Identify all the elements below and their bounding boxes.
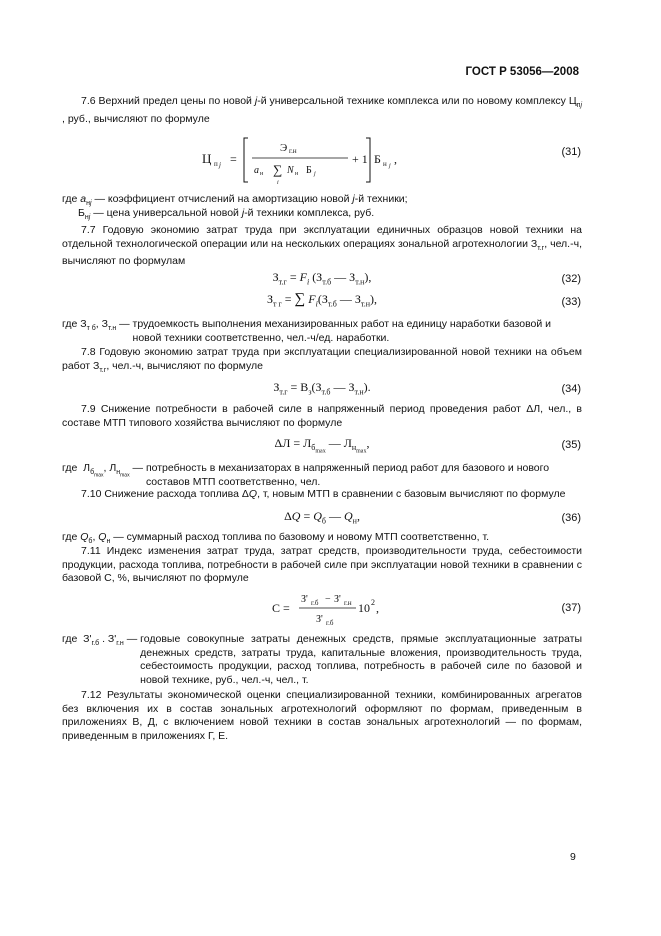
where-a-label: где $a_{нj}$ — коэффициент отчислений на амортизацию новой j-й техники; [62,193,408,208]
svg-text:N: N [287,165,294,176]
equation-number-36: (36) [561,512,581,524]
svg-text:З': З' [334,594,341,605]
paragraph-7-12: 7.12 Результаты экономической оценки специализированной техники, комбинированных агрегатов без включения их в состав зональных агротехнологий оформляют по формам, приведенным в приложениях В, Д, с включением новой техники в состав зональных агротехнологий — по формам, приведенным в приложениях Г, Е. [62,689,582,742]
svg-text:+ 1: + 1 [352,152,368,166]
paragraph-7-11: 7.11 Индекс изменения затрат труда, затрат средств, производительности труда, себестоимости продукции, расхода топлива, потребности в рабочей силе при эксплуатации новой техники в сравнении с базовой С, %, вычисляют по формуле [62,545,582,585]
formula-34: $З_{т.г} = В_з(З_{т.б}$ — $З_{т.н}$). [273,380,371,397]
formula-33: $З_{т г}$ = ∑ $F_i(З_{т.б}$ — $З_{т.н}$), [266,291,378,309]
svg-text:10: 10 [358,601,370,615]
svg-text:,: , [376,601,379,615]
svg-text:Э: Э [280,142,288,154]
where-710-label: где $Q_б$, $Q_н$ — суммарный расход топлива по базовому и новому МТП соответственно, т. [62,531,490,546]
equation-number-37: (37) [561,602,581,614]
svg-text:Ц: Ц [202,151,212,166]
svg-text:j: j [314,171,316,177]
where-79-label: где $Л_{б_{max}}$, $Л_{н_{max}}$ — потребность в механизаторах в напряженный период работ для базового и нового составов МТП соответственно, чел. [62,462,550,488]
svg-text:н: н [295,171,299,177]
svg-text:∑: ∑ [273,162,283,177]
where-711-label: где $З'_{г.б}$ . $З'_{г.н}$ — годовые совокупные затраты денежных средств, прямые эксплуатационные затраты денежных средств, затраты труда, капитальные вложения, производительность труда, себестоимость продукции, расход топлива, потребность в рабочей силе по базовой и новой технике, руб., чел.-ч, чел., т. [62,633,582,686]
svg-text:i: i [277,180,279,186]
equation-number-32: (32) [561,273,581,285]
where-77-label: где $З_{т б}$, $З_{т.н}$ — трудоемкость выполнения механизированных работ на единицу наработки базовой и новой техники соответственно, чел.-ч/ед. наработки. [62,318,552,344]
equation-number-34: (34) [561,383,581,395]
svg-text:С =: С = [272,601,290,615]
formula-32: $З_{т.г} = F_i$ ($З_{т.б}$ — $З_{т.н}$), [272,270,372,287]
svg-text:,: , [394,152,397,166]
svg-text:н: н [260,171,264,177]
svg-text:г.н: г.н [289,147,297,155]
equation-number-35: (35) [561,439,581,451]
formula-35: $\Delta Л = Л_{б_{max}}$ — $Л_{н_{max}}$, [274,436,370,455]
paragraph-7-8: 7.8 Годовую экономию затрат труда при эксплуатации специализированной новой техники на объем работ $З_{т.г}$, чел.-ч, вычисляют по формуле [62,346,582,374]
formula-37 [270,590,400,628]
paragraph-7-10: 7.10 Снижение расхода топлива ΔQ, т, новым МТП в сравнении с базовым вычисляют по формуле [81,488,566,500]
paragraph-7-7: 7.7 Годовую экономию затрат труда при эксплуатации единичных образцов новой техники на отдельной технологической операции или на нескольких операциях зональной агротехнологии $З_{т.г}$, чел.-ч, вычисляют по формулам [62,224,582,268]
svg-text:г.н: г.н [344,599,352,607]
formula-36: $\Delta Q = Q_б$ — $Q_н$, [284,509,360,526]
paragraph-7-6: 7.6 Верхний предел цены по новой j-й универсальной технике комплекса или по новому комплексу $Ц_{пj}$ , руб., вычисляют по формуле [62,95,582,125]
svg-text:З': З' [301,594,308,605]
svg-text:н: н [383,160,387,168]
svg-text:=: = [230,152,237,166]
page-number: 9 [570,851,576,863]
svg-text:п: п [214,160,218,168]
svg-text:j: j [219,161,221,169]
svg-text:Б: Б [374,152,381,166]
formula-31 [200,132,460,188]
paragraph-7-9: 7.9 Снижение потребности в рабочей силе в напряженный период проведения работ ΔЛ, чел., в составе МТП типового хозяйства вычисляют по формуле [62,403,582,429]
equation-number-33: (33) [561,296,581,308]
svg-text:г.б: г.б [326,619,334,627]
equation-number-31: (31) [561,146,581,158]
svg-text:2: 2 [371,598,375,607]
svg-text:j: j [389,163,391,169]
svg-text:−: − [325,594,331,605]
svg-text:a: a [254,165,259,176]
svg-text:г.б: г.б [311,599,319,607]
document-header: ГОСТ Р 53056—2008 [465,66,579,78]
svg-text:Б: Б [306,165,312,176]
where-b-label: $Б_{нj}$ — цена универсальной новой j-й техники комплекса, руб. [78,207,375,222]
svg-text:З': З' [316,614,323,625]
